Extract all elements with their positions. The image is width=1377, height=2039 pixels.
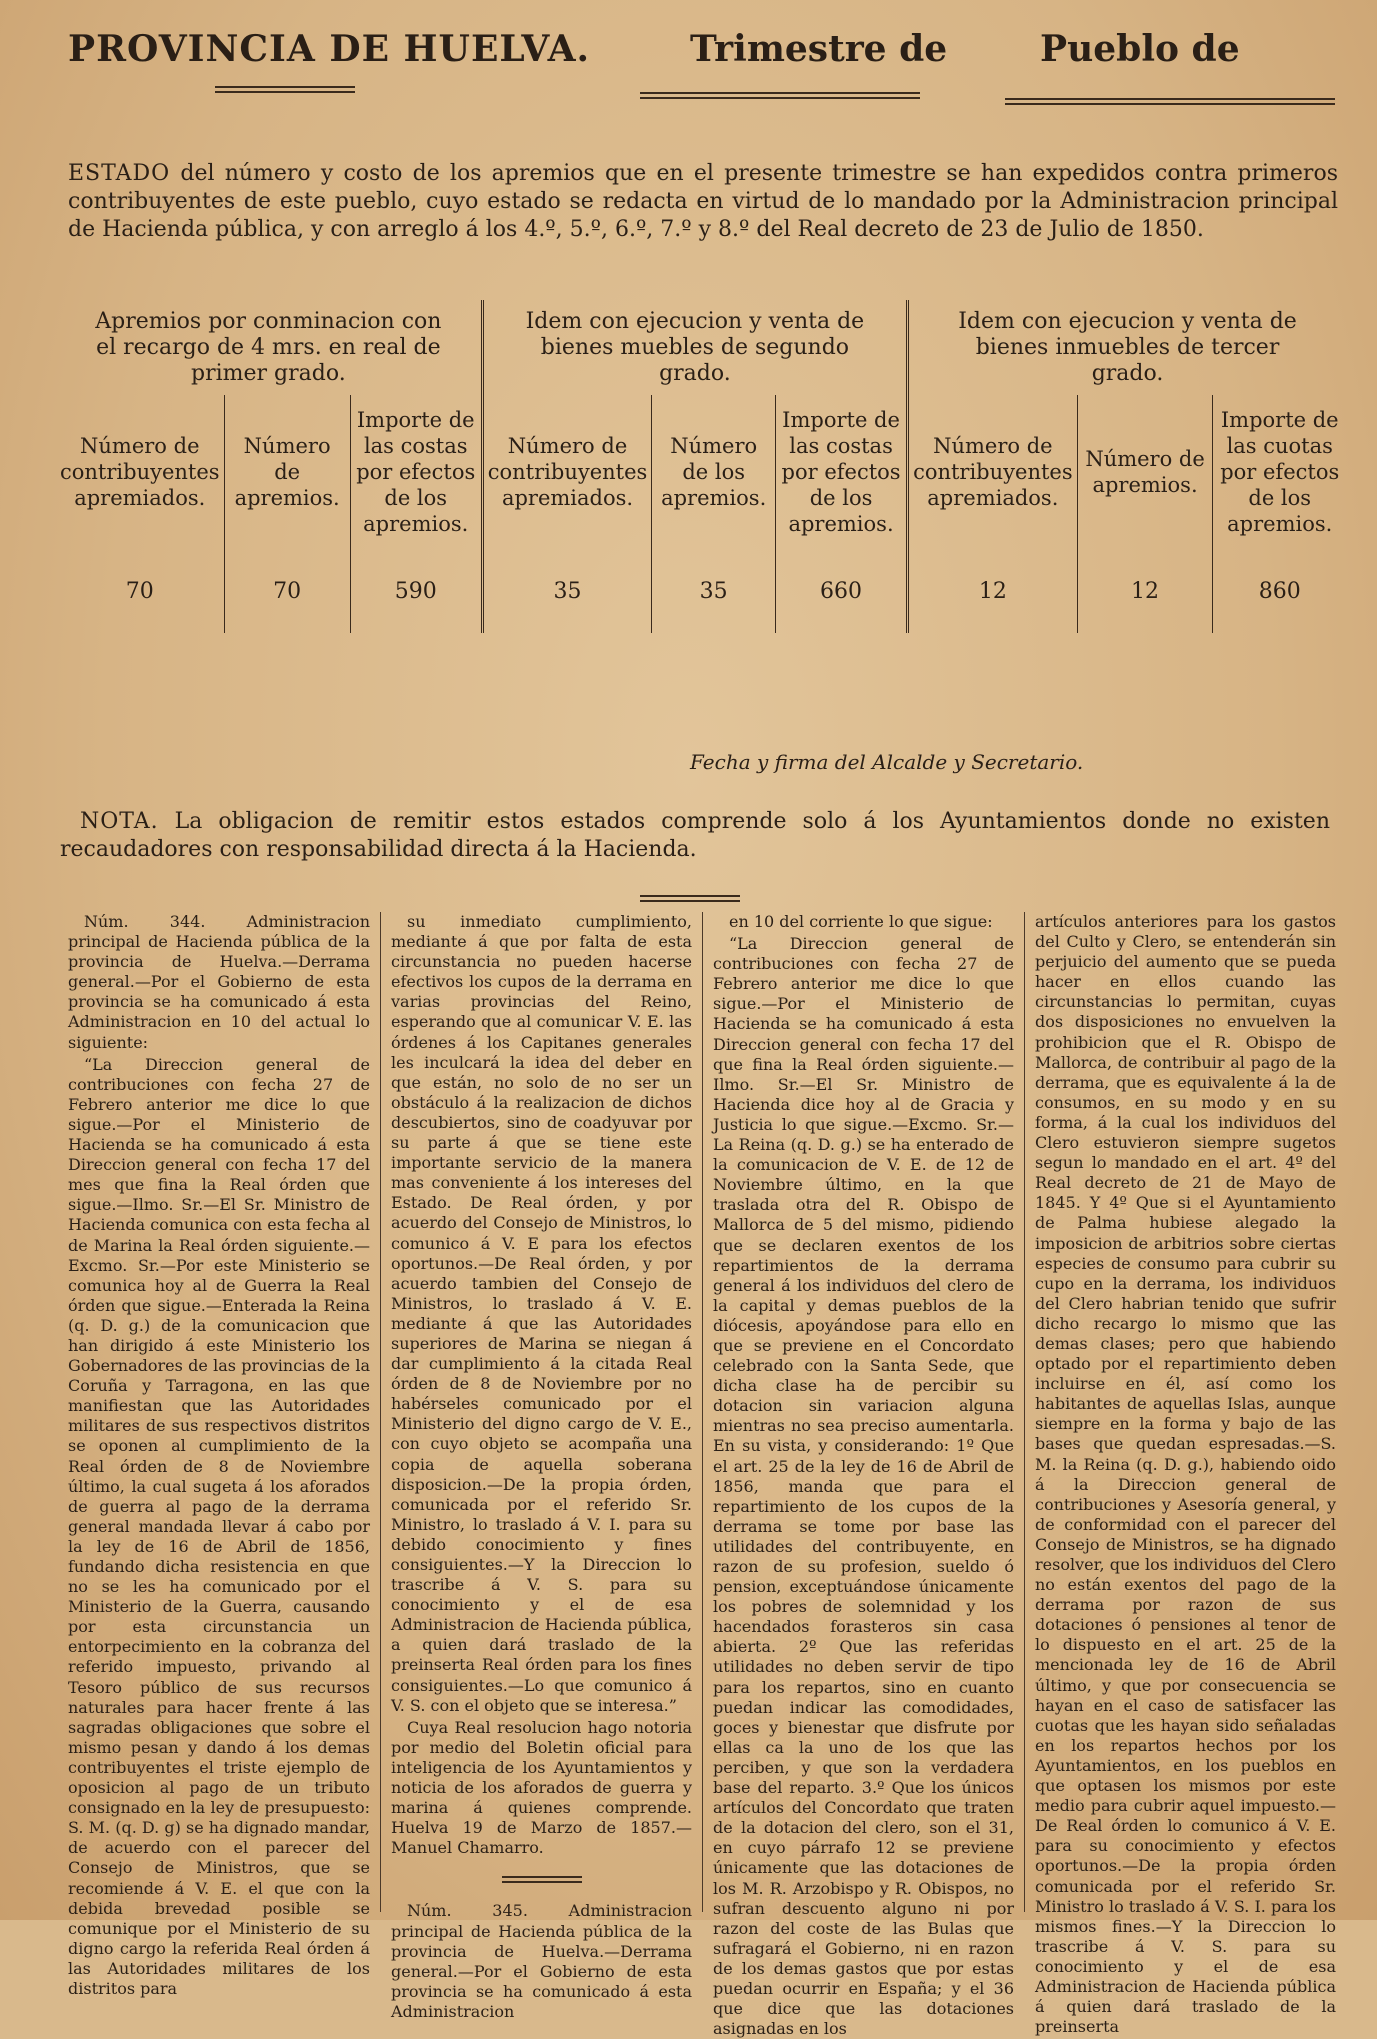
subheader-cell: Número de apremios. (1077, 395, 1213, 549)
province-heading: PROVINCIA DE HUELVA. (68, 28, 591, 70)
paragraph: Cuya Real resolucion hago notoria por medio del Boletin oficial para inteligencia de los Ayuntamientos y noticia de los aforados de guerra y marina á quienes comprende. Huelva 19 de Marzo de 1857.—Manuel Chamarro. (391, 1717, 692, 1858)
footnote (60, 808, 1330, 864)
subheader-cell: Número de contribuyentes apremiados. (908, 395, 1078, 549)
paragraph: “La Direccion general de contribuciones con fecha 27 de Febrero anterior me dice lo que sigue.—Por el Ministerio de Hacienda se ha comunicado á esta Direccion general con fecha 17 del mes que fina la Real órden que sigue.—Ilmo. Sr.—El Sr. Ministro de Hacienda comunica con esta fecha al de Marina la Real órden siguiente.—Excmo. Sr.—Por este Ministerio se comunica hoy al de Guerra la Real órden que sigue.—Enterada la Reina (q. D. g.) de la comunicacion que han dirigido á este Ministerio los Gobernadores de las provincias de la Coruña y Tarragona, en las que manifiestan que las Autoridades militares de sus respectivos distritos se oponen al cumplimiento de la Real órden de 8 de Noviembre último, la cual sugeta á los aforados de guerra al pago de la derrama general mandada llevar á cabo por la ley de 16 de Abril de 1856, fundando dicha resistencia en que no se les ha comunicado por el Ministerio de la Guerra, causando por esta circunstancia un entorpecimiento en la cobranza del referido impuesto, privando al Tesoro público de sus recursos naturales para hacer frente á las sagradas obligaciones que sobre el mismo pesan y dando á los demas contribuyentes el triste ejemplo de oposicion al pago de un tributo consignado en la ley de presupuesto: S. M. (q. D. g) se ha dignado mandar, de acuerdo con el parecer del Consejo de Ministros, que se recomiende á V. E. el que con la debida brevedad posible se comunique por el Ministerio de su digno cargo la referida Real órden á las Autoridades militares de los distritos para (68, 1054, 370, 1998)
paragraph: artículos anteriores para los gastos del Culto y Clero, se entenderán sin perjuicio del aumento que se pueda hacer en ellos cuando las circunstancias lo permitan, cuyas dos disposiciones no envuelven la prohibicion que el R. Obispo de Mallorca, de contribuir al pago de la derrama, que es equivalente á la de consumos, en su modo y en su forma, á la cual los individuos del Clero estuvieron siempre sugetos segun lo mandado en el art. 4º del Real decreto de 21 de Mayo de 1845. Y 4º Que si el Ayuntamiento de Palma hubiese alegado la imposicion de arbitrios sobre ciertas especies de consumo para cubrir su cupo en la derrama, los individuos del Clero habrian tenido que sufrir dicho recargo lo mismo que las demas clases; pero que habiendo optado por el repartimiento deben incluirse en él, así como los habitantes de aquellas Islas, aunque siempre en la forma y bajo de las bases que quedan espresadas.—S. M. la Reina (q. D. g.), habiendo oido á la Direccion general de contribuciones y Asesoría general, y de conformidad con el parecer del Consejo de Ministros, se ha dignado resolver, que los individuos del Clero no están exentos del pago de la derrama por razon de sus dotaciones ó pensiones al tenor de lo dispuesto en el art. 25 de la mencionada ley de 16 de Abril último, y que por consecuencia se hayan en el caso de satisfacer las cuotas que les hayan sido señaladas en los repartos hechos por los Ayuntamientos, en los pueblos en que optasen los mismos por este medio para cubrir aquel impuesto.—De Real órden lo comunico á V. E. para su conocimiento y efectos oportunos.—De la propia órden comunicada por el referido Sr. Ministro lo traslado á V. S. I. para los mismos fines.—Y la Direccion lo trascribe á V. S. para su conocimiento y el de esa Administracion de Hacienda pública á quien dará traslado de la preinserta (1035, 912, 1336, 2037)
value-cell: 70 (56, 549, 224, 633)
town-heading: Pueblo de (1040, 28, 1240, 70)
value-cell: 12 (1077, 549, 1213, 633)
subheader-cell: Número de apremios. (224, 395, 350, 549)
article-columns (58, 912, 1346, 2039)
rule-decoration (1005, 98, 1335, 105)
value-cell: 70 (224, 549, 350, 633)
group-header-1: Apremios por conminacion con el recargo de 4 mrs. en real de primer grado. (56, 300, 482, 395)
subheader-cell: Importe de las cuotas por efectos de los apremios. (1220, 408, 1340, 536)
paragraph: su inmediato cumplimiento, mediante á que por falta de esta circunstancia no pueden hacerse efectivos los cupos de la derrama en varias provincias del Reino, esperando que al comunicar V. E. las órdenes á los Capitanes generales les inculcará la idea del deber en que están, no solo de no ser un obstáculo á la realizacion de dichos descubiertos, sino de coadyuvar por su parte á que se tiene este importante servicio de la manera mas conveniente á los intereses del Estado. De Real órden, y por acuerdo del Consejo de Ministros, lo comunico á V. E para los efectos oportunos.—De Real órden, y por acuerdo tambien del Consejo de Ministros, lo traslado á V. E. mediante á que las Autoridades superiores de Marina se niegan á dar cumplimiento á la citada Real órden de 8 de Noviembre por no habérseles comunicado por el Ministerio del digno cargo de V. E., con cuyo objeto se acompaña una copia de aquella soberana disposicion.—De la propia órden, comunicada por el referido Sr. Ministro, lo traslado á V. I. para su debido conocimiento y fines consiguientes.—Y la Direccion lo trascribe á V. S. para su conocimiento y el de esa Administracion de Hacienda pública, a quien dará traslado de la preinserta Real órden para los fines consiguientes.—Lo que comunico á V. S. con el objeto que se interesa.” (391, 912, 692, 1715)
intro-text: del número y costo de los apremios que en el presente trimestre se han expedidos contra primeros contribuyentes de este pueblo, cuyo estado se redacta en virtud de lo mandado por la Administracion principal de Hacienda pública, y con arreglo á los 4.º, 5.º, 6.º, 7.º y 8.º del Real decreto de 23 de Julio de 1850. (68, 161, 1338, 242)
value-cell: 860 (1258, 578, 1301, 604)
rule-decoration (640, 92, 920, 99)
subheader-cell: Número de contribuyentes apremiados. (56, 395, 224, 549)
intro-lead: ESTADO (68, 161, 171, 186)
subheader-cell: Número de los apremios. (652, 395, 776, 549)
paragraph: Núm. 344. Administracion principal de Hacienda pública de la provincia de Huelva.—Derrama general.—Por el Gobierno de esta provincia se ha comunicado á esta Administracion en 10 del actual lo siguiente: (68, 912, 370, 1052)
group-header-2: Idem con ejecucion y venta de bienes muebles de segundo grado. (482, 300, 907, 395)
value-cell: 12 (908, 549, 1078, 633)
column-3 (702, 912, 1024, 2039)
column-2 (380, 912, 702, 2021)
value-cell: 660 (776, 549, 908, 633)
nota-lead: NOTA. (80, 809, 159, 834)
subheader-row (56, 395, 1346, 549)
group-header-row (56, 300, 1346, 395)
paragraph: “La Direccion general de contribuciones con fecha 27 de Febrero anterior me dice lo que sigue.—Por el Ministerio de Hacienda se ha comunicado á esta Direccion general con fecha 17 del que fina la Real órden siguiente.—Ilmo. Sr.—El Sr. Ministro de Hacienda dice hoy al de Gracia y Justicia lo que sigue.—Excmo. Sr.—La Reina (q. D. g.) se ha enterado de la comunicacion de V. E. de 12 de Noviembre último, en la que traslada otra del R. Obispo de Mallorca de 5 del mismo, pidiendo que se declaren exentos de los repartimientos de la derrama general á los individuos del clero de la capital y demas pueblos de la diócesis, apoyándose para ello en que se previene en el Concordato celebrado con la Santa Sede, que dicha clase ha de percibir su dotacion sin variacion alguna mientras no sea preciso aumentarla. En su vista, y considerando: 1º Que el art. 25 de la ley de 16 de Abril de 1856, manda que para el repartimiento de los cupos de la derrama se tome por base las utilidades del contribuyente, en razon de su profesion, sueldo ó pension, exceptuándose únicamente los pobres de solemnidad y los hacendados forasteros sin casa abierta. 2º Que las referidas utilidades no deben servir de tipo para los repartos, sino en cuanto puedan indicar las comodidades, goces y bienestar que disfrute por ellas ca la uno de los que las perciben, y que son la verdadera base del reparto. 3.º Que los únicos artículos del Concordato que traten de la dotacion del clero, son el 31, en cuyo párrafo 12 se previene únicamente que las dotaciones de los M. R. Arzobispo y R. Obispos, no sufran descuento alguno ni por razon del coste de las Bulas que sufragará el Gobierno, ni en razon de los demas gastos que por estas puedan ocurrir en España; y el 36 que dice que las dotaciones asignadas en los (713, 934, 1014, 2039)
statement-table (56, 300, 1346, 633)
section-divider (640, 895, 740, 902)
column-4 (1024, 912, 1346, 2037)
rule-decoration (215, 86, 355, 93)
paragraph: en 10 del corriente lo que sigue: (729, 912, 993, 931)
nota-text: La obligacion de remitir estos estados comprende solo á los Ayuntamientos donde no existen recaudadores con responsabilidad directa á la Hacienda. (60, 809, 1330, 862)
subheader-cell: Importe de las costas por efectos de los apremios. (776, 395, 908, 549)
value-cell: 590 (350, 549, 482, 633)
statement-intro (68, 160, 1338, 244)
values-row (56, 549, 1346, 633)
quarter-heading: Trimestre de (690, 28, 948, 70)
subheader-cell: Importe de las costas por efectos de los apremios. (350, 395, 482, 549)
subheader-cell: Número de contribuyentes apremiados. (482, 395, 652, 549)
column-1 (58, 912, 380, 1998)
signature-line: Fecha y firma del Alcalde y Secretario. (690, 750, 1084, 774)
value-cell: 35 (652, 549, 776, 633)
paragraph: Núm. 345. Administracion principal de Hacienda pública de la provincia de Huelva.—Derrama general.—Por el Gobierno de esta provincia se ha comunicado á esta Administracion (391, 1901, 692, 2021)
column-divider (502, 1876, 582, 1883)
group-header-3: Idem con ejecucion y venta de bienes inmuebles de tercer grado. (958, 308, 1297, 386)
value-cell: 35 (482, 549, 652, 633)
